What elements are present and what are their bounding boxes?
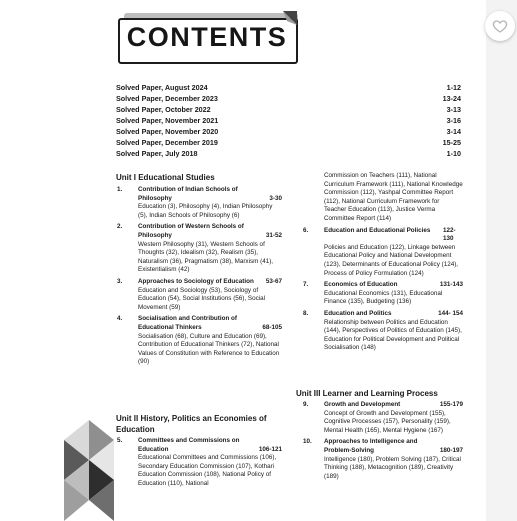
solved-paper-pages: 1-12 [446,83,461,92]
solved-paper-label: Solved Paper, October 2022 [116,105,211,114]
contents-item [303,438,463,481]
contents-item [303,227,463,279]
item-pages: 122-130 [443,226,456,243]
item-title: Education and Politics [324,309,392,317]
contents-item [117,186,282,220]
item-number: 3. [117,277,123,285]
item-title: Contribution of Western Schools of Philosophy [138,223,244,239]
contents-item [303,401,463,435]
item-title: Economics of Education [324,281,398,289]
contents-item [303,281,463,307]
contents-item [117,315,282,367]
item-title: Education and Educational Policies [324,226,431,234]
item-body: Educational Committees and Commissions (106), Secondary Education Commission (107), Kothari Education Commission (108), National Policy of Education (110), National [138,454,277,487]
contents-item [303,310,463,353]
item-pages: 68-105 [262,324,282,332]
solved-paper-label: Solved Paper, December 2019 [116,138,218,147]
item-number: 9. [303,401,309,408]
item-body: Educational Economics (131), Educational Finance (135), Budgeting (136) [324,289,443,306]
item-number: 10. [303,438,312,446]
item-title: Approaches to Intelligence and Problem-Solving [324,438,418,454]
contents-item-continuation [303,172,463,224]
item-number: 1. [117,186,123,193]
item-pages: 180-197 [439,447,463,455]
solved-paper-pages: 13-24 [442,94,461,103]
heart-icon [492,18,508,34]
item-body: Policies and Education (122), Linkage between Educational Policy and National Development (123), Determinants of Educational Policy (124), Process of Policy Formulation (124) [324,243,459,277]
item-pages: 31-52 [265,232,282,240]
item-number: 5. [117,437,123,444]
solved-paper-label: Solved Paper, July 2018 [116,149,198,158]
item-pages: 3-30 [269,195,282,202]
item-number: 8. [303,309,309,317]
solved-paper-pages: 3-13 [446,105,461,114]
item-title: Committees and Commissions on Education [138,437,240,453]
unit-heading: Unit I Educational Studies [116,173,215,182]
solved-paper-pages: 3-16 [446,116,461,125]
item-body: Education and Sociology (53), Sociology of Education (54), Social Institutions (56), Social Movement (59) [138,286,266,311]
item-pages: 155-179 [439,401,463,408]
item-pages: 106-121 [258,446,282,453]
solved-paper-label: Solved Paper, November 2021 [116,116,219,125]
item-body: Concept of Growth and Development (155), Cognitive Processes (157), Personality (159), Mental Health (165), Mental Hygiene (167) [324,409,451,434]
item-number: 4. [117,315,123,323]
solved-paper-label: Solved Paper, August 2024 [116,83,208,92]
page-curl-icon [283,11,297,25]
page-title: CONTENTS [126,22,288,52]
contents-item [117,278,282,312]
contents-item [117,437,282,489]
solved-paper-label: Solved Paper, December 2023 [116,94,218,103]
item-body: Education (3), Philosophy (4), Indian Philosophy (5), Indian Schools of Philosophy (6) [138,203,273,219]
left-column [117,186,282,370]
item-body: Western Philosophy (31), Western Schools of Thoughts (32), Idealism (32), Realism (35), Naturalism (36), Pragmatism (38), Marxism (41), Existentialism (42) [138,240,274,274]
item-body: Relationship between Politics and Education (144), Perspectives of Politics of Education (145), Education for Political Development and Political Socialisation (148) [324,318,462,352]
item-body: Socialisation (68), Culture and Education (69), Contribution of Educational Thinkers (72), National Values of Constitution with Reference to Education (90) [138,332,280,366]
solved-paper-label: Solved Paper, November 2020 [116,127,219,136]
right-column-unit3 [303,401,463,484]
item-number: 2. [117,223,123,231]
item-body: Commission on Teachers (111), National Curriculum Framework (111), National Knowledge Commission (112), Yashpal Committee Report (112), National Curriculum Framework for Teacher Education (113), Justice Verma Committee Report (114) [324,172,463,222]
solved-paper-pages: 3-14 [446,127,461,136]
left-column-unit2 [117,437,282,492]
side-strip [486,0,517,521]
item-number: 6. [303,226,309,234]
unit-heading: Unit II History, Politics an Economies of Education [116,414,267,434]
unit-heading: Unit III Learner and Learning Process [296,389,438,398]
favorite-button[interactable] [485,11,515,41]
decorative-triangles [64,420,114,521]
right-column [303,172,463,356]
item-pages: 144- 154 [438,309,463,317]
solved-paper-pages: 15-25 [442,138,461,147]
item-title: Growth and Development [324,401,401,408]
item-number: 7. [303,281,309,289]
item-pages: 131-143 [439,281,463,289]
item-title: Approaches to Sociology of Education [138,277,254,285]
item-title: Socialisation and Contribution of Educational Thinkers [138,315,237,331]
solved-paper-pages: 1-10 [446,149,461,158]
item-title: Contribution of Indian Schools of Philosophy [138,186,238,202]
item-pages: 53-67 [265,277,282,285]
item-body: Intelligence (180), Problem Solving (187), Critical Thinking (188), Metacognition (189), Creativity (189) [324,455,461,480]
contents-item [117,223,282,275]
